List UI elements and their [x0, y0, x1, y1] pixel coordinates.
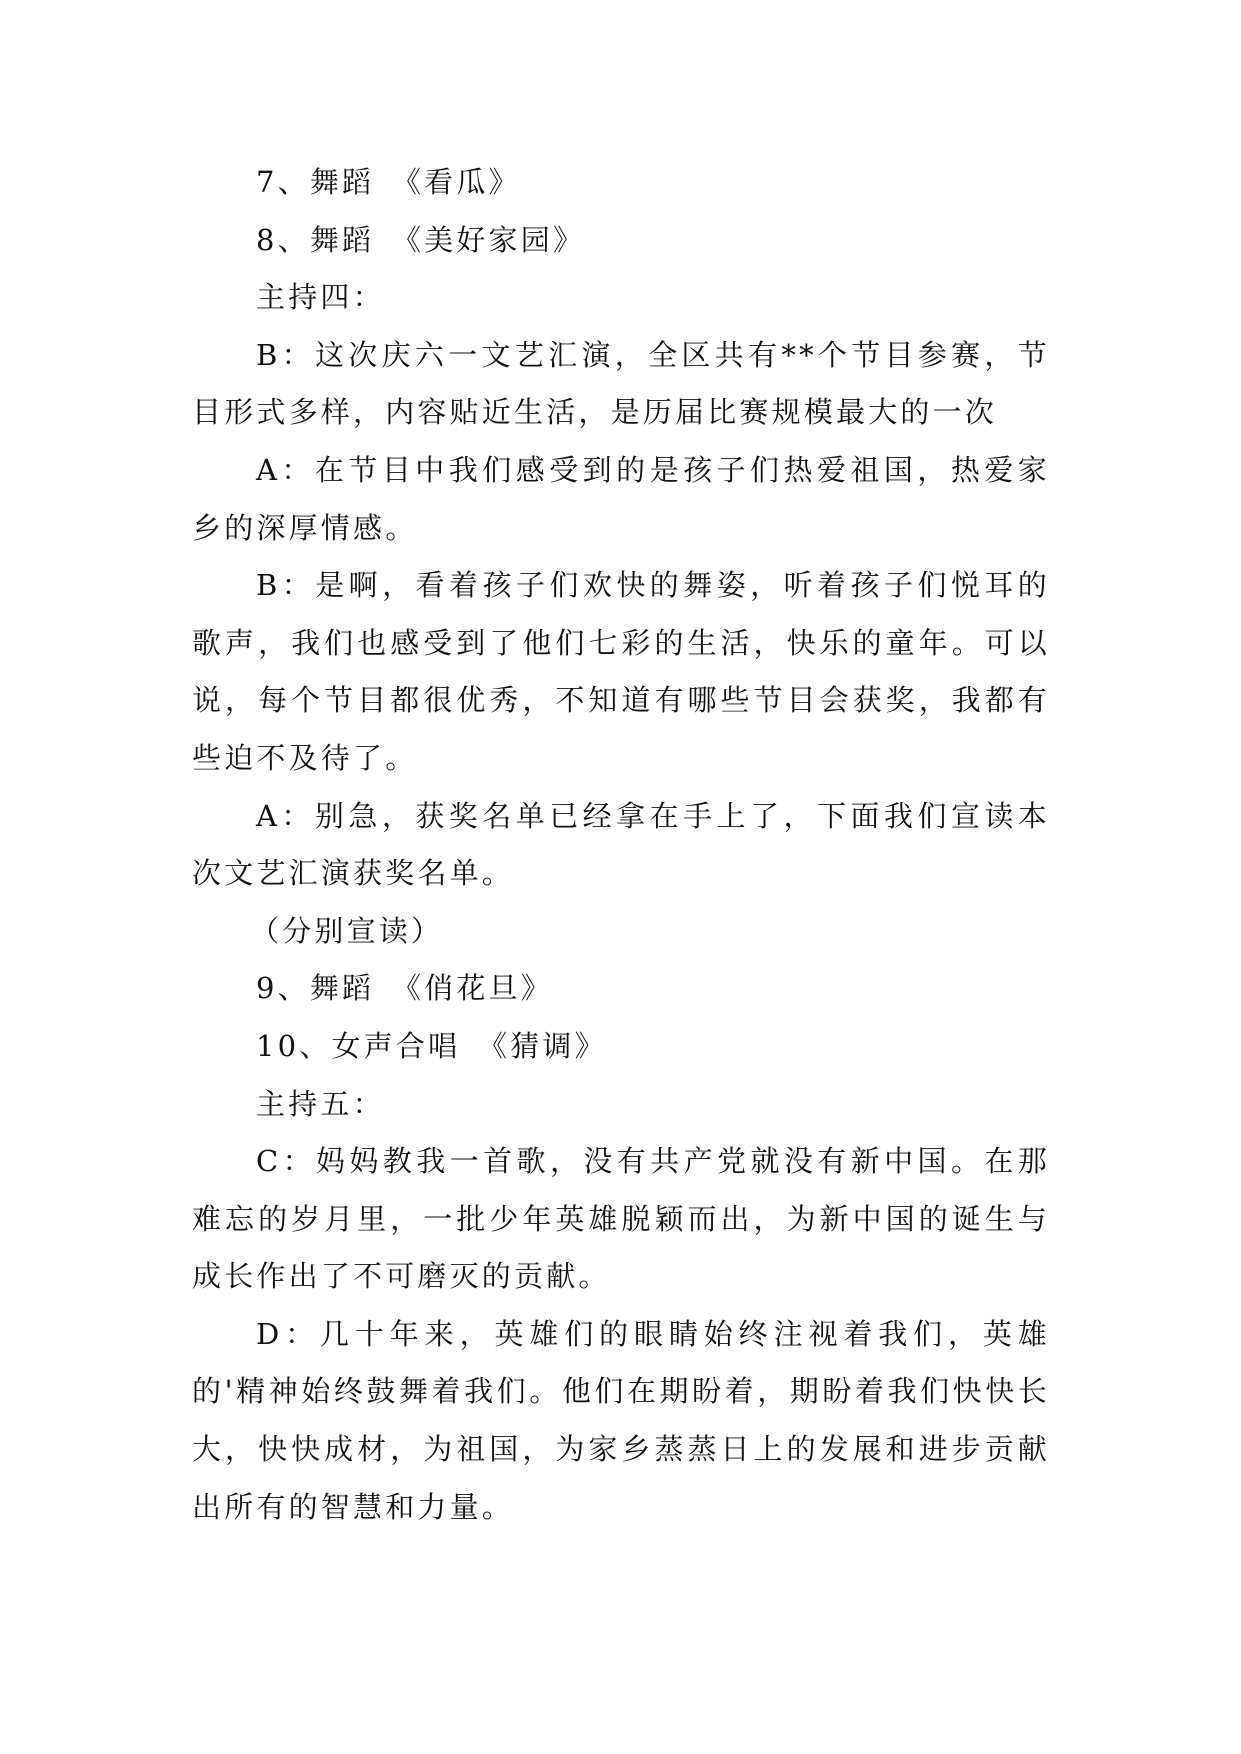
dialogue-b-2: B：是啊，看着孩子们欢快的舞姿，听着孩子们悦耳的歌声，我们也感受到了他们七彩的生活，快乐的童年。可以说，每个节目都很优秀，不知道有哪些节目会获奖，我都有些迫不及待了。 — [192, 568, 1050, 775]
dialogue-b-1: B：这次庆六一文艺汇演，全区共有**个节目参赛，节目形式多样，内容贴近生活，是历届比赛规模最大的一次 — [192, 337, 1050, 430]
program-item-8: 8、舞蹈 《美好家园》 — [256, 222, 586, 257]
dialogue-a-2: A：别急，获奖名单已经拿在手上了，下面我们宣读本次文艺汇演获奖名单。 — [192, 798, 1050, 891]
host-section-5-heading: 主持五： — [256, 1086, 385, 1121]
program-item-7: 7、舞蹈 《看瓜》 — [256, 165, 521, 199]
program-item-9: 9、舞蹈 《俏花旦》 — [256, 971, 553, 1006]
dialogue-d-1: D：几十年来，英雄们的眼睛始终注视着我们，英雄的'精神始终鼓舞着我们。他们在期盼着，期盼着我们快快长大，快快成材，为祖国，为家乡蒸蒸日上的发展和进步贡献出所有的智慧和力量。 — [192, 1316, 1050, 1524]
host-section-4-heading: 主持四： — [256, 280, 385, 315]
document-body — [192, 154, 1050, 1536]
program-item-10: 10、女声合唱 《猜调》 — [256, 1028, 607, 1063]
dialogue-c-1: C：妈妈教我一首歌，没有共产党就没有新中国。在那难忘的岁月里，一批少年英雄脱颖而出，为新中国的诞生与成长作出了不可磨灭的贡献。 — [192, 1144, 1050, 1294]
stage-direction: （分别宣读） — [250, 913, 444, 948]
dialogue-a-1: A：在节目中我们感受到的是孩子们热爱祖国，热爱家乡的深厚情感。 — [192, 452, 1050, 545]
